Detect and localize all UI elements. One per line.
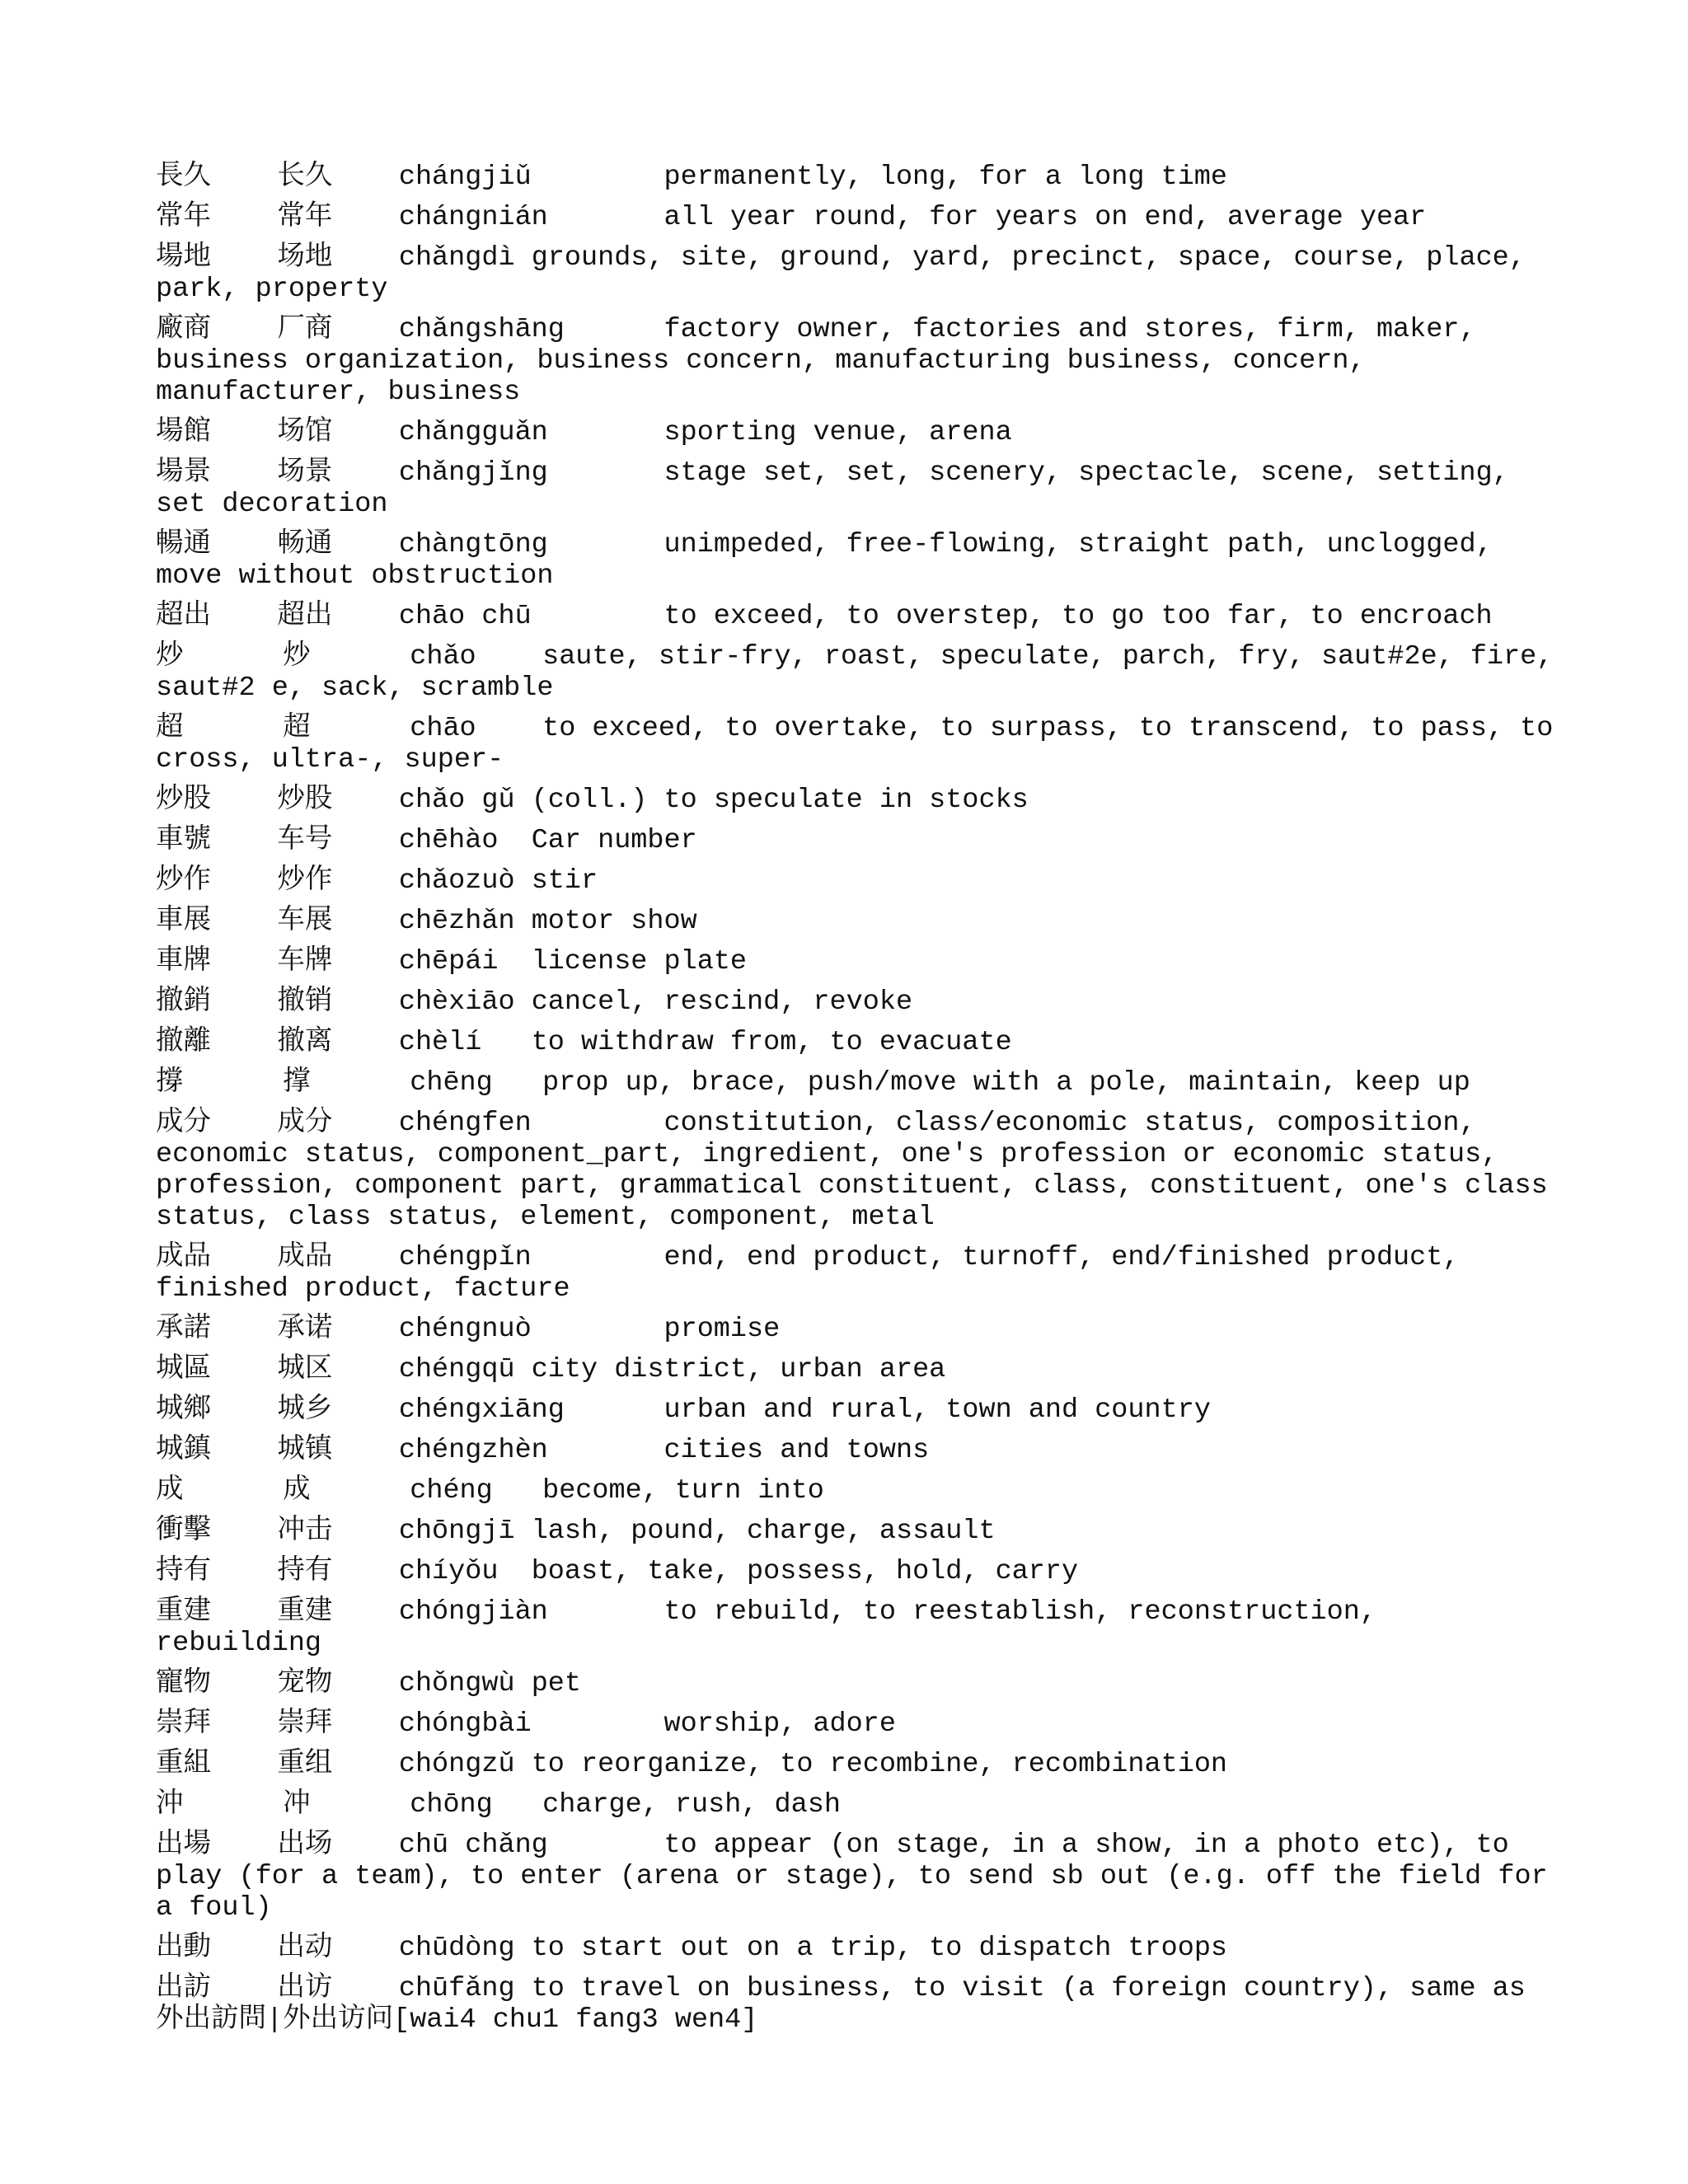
column-gap — [332, 906, 398, 937]
simplified-headword: 车展 — [277, 906, 333, 937]
simplified-headword: 炒作 — [277, 865, 333, 897]
dictionary-entry — [156, 314, 1557, 408]
column-gap — [211, 1830, 277, 1861]
column-gap — [211, 1435, 277, 1466]
simplified-headword: 持有 — [277, 1556, 333, 1587]
simplified-headword: 超出 — [277, 601, 333, 632]
column-gap — [332, 1596, 398, 1628]
column-gap — [184, 1475, 284, 1507]
column-gap — [311, 1475, 410, 1507]
traditional-headword: 成分 — [156, 1108, 211, 1139]
pinyin: chūdòng — [398, 1933, 515, 1964]
column-gap — [498, 825, 531, 856]
pinyin: chēhào — [398, 825, 499, 856]
definition: to exceed, to overtake, to surpass, to transcend, to pass, to cross, ultra-, super- — [156, 713, 1570, 776]
simplified-headword: 重组 — [277, 1749, 333, 1780]
traditional-headword: 車號 — [156, 825, 211, 856]
column-gap — [332, 1933, 398, 1964]
definition: urban and rural, town and country — [663, 1394, 1211, 1426]
column-gap — [498, 946, 531, 977]
dictionary-entry — [156, 1596, 1557, 1659]
dictionary-entry — [156, 162, 1557, 193]
definition: stir — [531, 865, 598, 897]
column-gap — [548, 202, 664, 233]
column-gap — [332, 1556, 398, 1587]
column-gap — [476, 713, 542, 744]
pinyin: chéngqū — [398, 1354, 515, 1385]
traditional-headword: 衝擊 — [156, 1516, 211, 1547]
column-gap — [332, 417, 398, 448]
traditional-headword: 出動 — [156, 1933, 211, 1964]
pinyin: chángjiǔ — [398, 162, 532, 193]
pinyin: chǎngshāng — [398, 314, 565, 345]
column-gap — [311, 641, 410, 673]
dictionary-entry — [156, 1749, 1557, 1780]
traditional-headword: 重建 — [156, 1596, 211, 1628]
column-gap — [311, 1789, 410, 1821]
column-gap — [515, 242, 532, 274]
column-gap — [332, 987, 398, 1018]
dictionary-entry — [156, 601, 1557, 632]
column-gap — [211, 865, 277, 897]
simplified-headword: 场地 — [277, 242, 333, 274]
definition: to reorganize, to recombine, recombination — [531, 1749, 1228, 1780]
dictionary-entry — [156, 987, 1557, 1018]
definition: to appear (on stage, in a show, in a photo etc), to play (for a team), to enter (arena or stage), to send sb out (e.g. off the field for a foul) — [156, 1830, 1564, 1924]
traditional-headword: 廠商 — [156, 314, 211, 345]
column-gap — [332, 1973, 398, 2004]
traditional-headword: 出場 — [156, 1830, 211, 1861]
column-gap — [211, 1314, 277, 1345]
column-gap — [184, 1067, 284, 1099]
pinyin: chǒngwù — [398, 1668, 515, 1699]
column-gap — [211, 457, 277, 489]
simplified-headword: 炒 — [283, 641, 311, 673]
column-gap — [211, 906, 277, 937]
column-gap — [211, 1394, 277, 1426]
column-gap — [498, 1556, 531, 1587]
definition: charge, rush, dash — [542, 1789, 841, 1821]
column-gap — [565, 314, 664, 345]
column-gap — [515, 1973, 532, 2004]
column-gap — [481, 1027, 531, 1058]
traditional-headword: 城鄉 — [156, 1394, 211, 1426]
dictionary-entry — [156, 1933, 1557, 1964]
column-gap — [332, 785, 398, 816]
simplified-headword: 撤销 — [277, 987, 333, 1018]
dictionary-entry — [156, 865, 1557, 897]
column-gap — [493, 1475, 542, 1507]
column-gap — [332, 825, 398, 856]
simplified-headword: 撤离 — [277, 1027, 333, 1058]
pinyin: chóngbài — [398, 1708, 532, 1740]
simplified-headword: 重建 — [277, 1596, 333, 1628]
dictionary-entry — [156, 1354, 1557, 1385]
simplified-headword: 场景 — [277, 457, 333, 489]
column-gap — [332, 1354, 398, 1385]
column-gap — [211, 202, 277, 233]
column-gap — [548, 1596, 664, 1628]
traditional-headword: 炒股 — [156, 785, 211, 816]
dictionary-entry — [156, 1516, 1557, 1547]
pinyin: chū chǎng — [398, 1830, 548, 1861]
column-gap — [332, 529, 398, 560]
simplified-headword: 炒股 — [277, 785, 333, 816]
simplified-headword: 长久 — [277, 162, 333, 193]
definition: worship, adore — [663, 1708, 896, 1740]
definition: license plate — [531, 946, 748, 977]
dictionary-entry — [156, 1067, 1557, 1099]
column-gap — [532, 1108, 664, 1139]
pinyin: chāo — [410, 713, 476, 744]
column-gap — [211, 825, 277, 856]
traditional-headword: 撤離 — [156, 1027, 211, 1058]
simplified-headword: 出访 — [277, 1973, 333, 2004]
pinyin: chǎozuò — [398, 865, 515, 897]
column-gap — [211, 314, 277, 345]
column-gap — [332, 1516, 398, 1547]
pinyin: chǎo — [410, 641, 476, 673]
traditional-headword: 車牌 — [156, 946, 211, 977]
definition: grounds, site, ground, yard, precinct, space, course, place, park, property — [156, 242, 1542, 305]
definition: boast, take, possess, hold, carry — [531, 1556, 1079, 1587]
column-gap — [332, 946, 398, 977]
pinyin: chéngfen — [398, 1108, 532, 1139]
traditional-headword: 常年 — [156, 202, 211, 233]
dictionary-entry — [156, 457, 1557, 520]
column-gap — [515, 987, 532, 1018]
column-gap — [532, 1242, 664, 1273]
simplified-headword: 崇拜 — [277, 1708, 333, 1740]
column-gap — [211, 1108, 277, 1139]
dictionary-entry — [156, 242, 1557, 305]
dictionary-page — [156, 162, 1570, 2045]
traditional-headword: 寵物 — [156, 1668, 211, 1699]
definition: to travel on business, to visit (a foreign country), same as 外出訪問|外出访问[wai4 chu1 fang3 wen4] — [156, 1973, 1542, 2036]
definition: city district, urban area — [531, 1354, 946, 1385]
definition: constitution, class/economic status, composition, economic status, component_part, ingredient, one's profession or economic status, profession, component part, grammatical constituent, class, constituent, one's class status, class status, element, component, metal — [156, 1108, 1564, 1233]
traditional-headword: 成品 — [156, 1242, 211, 1273]
traditional-headword: 城區 — [156, 1354, 211, 1385]
column-gap — [211, 1708, 277, 1740]
column-gap — [532, 1314, 664, 1345]
column-gap — [211, 1354, 277, 1385]
traditional-headword: 撐 — [156, 1067, 184, 1099]
definition: permanently, long, for a long time — [663, 162, 1228, 193]
column-gap — [332, 162, 398, 193]
simplified-headword: 成 — [283, 1475, 311, 1507]
pinyin: chēpái — [398, 946, 499, 977]
pinyin: chèxiāo — [398, 987, 515, 1018]
dictionary-entry — [156, 1242, 1557, 1305]
column-gap — [332, 1242, 398, 1273]
column-gap — [211, 242, 277, 274]
pinyin: chéngpǐn — [398, 1242, 532, 1273]
dictionary-entry — [156, 1475, 1557, 1507]
definition: pet — [531, 1668, 581, 1699]
traditional-headword: 成 — [156, 1475, 184, 1507]
simplified-headword: 车牌 — [277, 946, 333, 977]
column-gap — [211, 1242, 277, 1273]
dictionary-entry — [156, 1556, 1557, 1587]
simplified-headword: 常年 — [277, 202, 333, 233]
definition: sporting venue, arena — [663, 417, 1012, 448]
column-gap — [332, 601, 398, 632]
traditional-headword: 炒作 — [156, 865, 211, 897]
column-gap — [211, 1516, 277, 1547]
traditional-headword: 持有 — [156, 1556, 211, 1587]
column-gap — [548, 417, 664, 448]
column-gap — [211, 1749, 277, 1780]
pinyin: chéngzhèn — [398, 1435, 548, 1466]
column-gap — [211, 1973, 277, 2004]
simplified-headword: 成分 — [277, 1108, 333, 1139]
pinyin: chóngjiàn — [398, 1596, 548, 1628]
dictionary-entry — [156, 1394, 1557, 1426]
column-gap — [515, 1749, 532, 1780]
definition: to start out on a trip, to dispatch troops — [531, 1933, 1228, 1964]
dictionary-entry — [156, 1108, 1564, 1233]
pinyin: chēzhǎn — [398, 906, 515, 937]
column-gap — [332, 1830, 398, 1861]
column-gap — [332, 1668, 398, 1699]
simplified-headword: 畅通 — [277, 529, 333, 560]
dictionary-entry — [156, 713, 1570, 776]
pinyin: chóngzǔ — [398, 1749, 515, 1780]
column-gap — [515, 1933, 532, 1964]
column-gap — [184, 713, 284, 744]
definition: (coll.) to speculate in stocks — [531, 785, 1029, 816]
dictionary-entry — [156, 1027, 1557, 1058]
dictionary-entry — [156, 1973, 1557, 2036]
pinyin: chéngnuò — [398, 1314, 532, 1345]
definition: become, turn into — [542, 1475, 824, 1507]
column-gap — [211, 785, 277, 816]
simplified-headword: 超 — [283, 713, 311, 744]
definition: promise — [663, 1314, 781, 1345]
definition: cities and towns — [663, 1435, 930, 1466]
traditional-headword: 承諾 — [156, 1314, 211, 1345]
traditional-headword: 炒 — [156, 641, 184, 673]
definition: motor show — [531, 906, 697, 937]
simplified-headword: 撑 — [283, 1067, 311, 1099]
dictionary-entry — [156, 906, 1557, 937]
pinyin: chǎngdì — [398, 242, 515, 274]
simplified-headword: 厂商 — [277, 314, 333, 345]
traditional-headword: 場館 — [156, 417, 211, 448]
pinyin: chángnián — [398, 202, 548, 233]
simplified-headword: 城镇 — [277, 1435, 333, 1466]
dictionary-entry — [156, 202, 1557, 233]
pinyin: chéng — [410, 1475, 493, 1507]
column-gap — [332, 1708, 398, 1740]
column-gap — [332, 1314, 398, 1345]
traditional-headword: 出訪 — [156, 1973, 211, 2004]
definition: stage set, set, scenery, spectacle, scene, setting, set decoration — [156, 457, 1526, 520]
column-gap — [332, 1435, 398, 1466]
column-gap — [211, 1668, 277, 1699]
dictionary-entry — [156, 1830, 1564, 1924]
column-gap — [548, 529, 664, 560]
pinyin: chāo chū — [398, 601, 532, 632]
column-gap — [493, 1067, 542, 1099]
simplified-headword: 出场 — [277, 1830, 333, 1861]
column-gap — [332, 1108, 398, 1139]
traditional-headword: 崇拜 — [156, 1708, 211, 1740]
column-gap — [332, 1027, 398, 1058]
pinyin: chíyǒu — [398, 1556, 499, 1587]
column-gap — [532, 162, 664, 193]
simplified-headword: 城乡 — [277, 1394, 333, 1426]
traditional-headword: 場景 — [156, 457, 211, 489]
dictionary-entry — [156, 529, 1557, 592]
traditional-headword: 長久 — [156, 162, 211, 193]
dictionary-entry — [156, 785, 1557, 816]
dictionary-entry — [156, 1314, 1557, 1345]
column-gap — [332, 865, 398, 897]
column-gap — [515, 785, 532, 816]
pinyin: chǎngguǎn — [398, 417, 548, 448]
column-gap — [548, 1830, 664, 1861]
column-gap — [565, 1394, 664, 1426]
column-gap — [211, 529, 277, 560]
definition: prop up, brace, push/move with a pole, maintain, keep up — [542, 1067, 1470, 1099]
traditional-headword: 車展 — [156, 906, 211, 937]
column-gap — [211, 1027, 277, 1058]
column-gap — [332, 457, 398, 489]
dictionary-entry — [156, 1789, 1557, 1821]
traditional-headword: 沖 — [156, 1789, 184, 1821]
dictionary-entry — [156, 946, 1557, 977]
column-gap — [515, 906, 532, 937]
column-gap — [211, 987, 277, 1018]
definition: to withdraw from, to evacuate — [531, 1027, 1012, 1058]
column-gap — [548, 457, 664, 489]
column-gap — [211, 601, 277, 632]
column-gap — [332, 314, 398, 345]
column-gap — [211, 1933, 277, 1964]
pinyin: chǎngjǐng — [398, 457, 548, 489]
column-gap — [332, 202, 398, 233]
dictionary-entry — [156, 417, 1557, 448]
definition: lash, pound, charge, assault — [531, 1516, 996, 1547]
definition: factory owner, factories and stores, firm, maker, business organization, business concern, manufacturing business, concern, manufacturer, business — [156, 314, 1493, 408]
column-gap — [311, 713, 410, 744]
pinyin: chūfǎng — [398, 1973, 515, 2004]
pinyin: chèlí — [398, 1027, 482, 1058]
dictionary-entry — [156, 641, 1570, 704]
dictionary-entry — [156, 1668, 1557, 1699]
column-gap — [515, 1668, 532, 1699]
column-gap — [532, 601, 664, 632]
dictionary-entry — [156, 1435, 1557, 1466]
dictionary-entry — [156, 825, 1557, 856]
column-gap — [211, 1596, 277, 1628]
simplified-headword: 车号 — [277, 825, 333, 856]
simplified-headword: 冲 — [283, 1789, 311, 1821]
definition: Car number — [531, 825, 697, 856]
definition: all year round, for years on end, average year — [663, 202, 1427, 233]
pinyin: chēng — [410, 1067, 493, 1099]
traditional-headword: 撤銷 — [156, 987, 211, 1018]
traditional-headword: 暢通 — [156, 529, 211, 560]
pinyin: chōng — [410, 1789, 493, 1821]
column-gap — [515, 1354, 532, 1385]
column-gap — [515, 865, 532, 897]
column-gap — [476, 641, 542, 673]
traditional-headword: 超出 — [156, 601, 211, 632]
column-gap — [211, 162, 277, 193]
column-gap — [184, 1789, 284, 1821]
column-gap — [548, 1435, 664, 1466]
column-gap — [184, 641, 284, 673]
column-gap — [332, 242, 398, 274]
definition: unimpeded, free-flowing, straight path, unclogged, move without obstruction — [156, 529, 1509, 592]
simplified-headword: 场馆 — [277, 417, 333, 448]
definition: to exceed, to overstep, to go too far, to encroach — [663, 601, 1493, 632]
traditional-headword: 超 — [156, 713, 184, 744]
simplified-headword: 城区 — [277, 1354, 333, 1385]
traditional-headword: 場地 — [156, 242, 211, 274]
pinyin: chǎo gǔ — [398, 785, 515, 816]
column-gap — [311, 1067, 410, 1099]
simplified-headword: 出动 — [277, 1933, 333, 1964]
column-gap — [515, 1516, 532, 1547]
column-gap — [211, 1556, 277, 1587]
simplified-headword: 承诺 — [277, 1314, 333, 1345]
definition: cancel, rescind, revoke — [531, 987, 913, 1018]
simplified-headword: 宠物 — [277, 1668, 333, 1699]
definition: saute, stir-fry, roast, speculate, parch, fry, saut#2e, fire, saut#2 e, sack, scramble — [156, 641, 1570, 704]
column-gap — [332, 1394, 398, 1426]
traditional-headword: 重組 — [156, 1749, 211, 1780]
traditional-headword: 城鎮 — [156, 1435, 211, 1466]
column-gap — [332, 1749, 398, 1780]
pinyin: chōngjī — [398, 1516, 515, 1547]
column-gap — [211, 946, 277, 977]
pinyin: chàngtōng — [398, 529, 548, 560]
column-gap — [211, 417, 277, 448]
simplified-headword: 冲击 — [277, 1516, 333, 1547]
column-gap — [532, 1708, 664, 1740]
column-gap — [493, 1789, 542, 1821]
pinyin: chéngxiāng — [398, 1394, 565, 1426]
simplified-headword: 成品 — [277, 1242, 333, 1273]
definition: end, end product, turnoff, end/finished product, finished product, facture — [156, 1242, 1476, 1305]
definition: to rebuild, to reestablish, reconstruction, rebuilding — [156, 1596, 1394, 1659]
dictionary-entry — [156, 1708, 1557, 1740]
